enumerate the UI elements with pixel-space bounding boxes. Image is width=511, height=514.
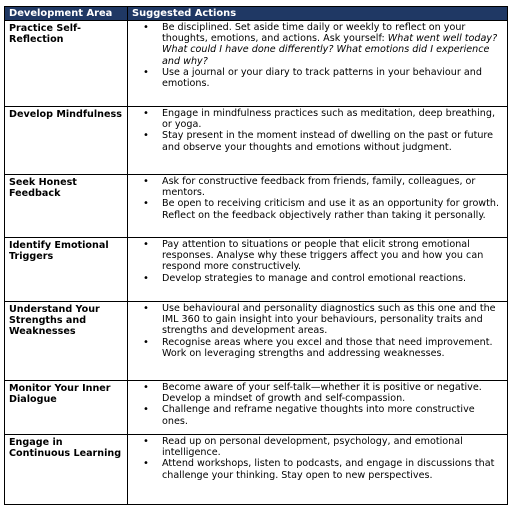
list-item: • Recognise areas where you excel and those that need improvement. Work on leveraging strengths and addressing weaknesses. [132, 337, 503, 359]
list-item: • Pay attention to situations or people that elicit strong emotional responses. Analyse why these triggers affect you and how you can respond more constructively. [132, 239, 503, 273]
actions-list [132, 22, 503, 89]
development-table-page [4, 6, 507, 505]
actions-list [132, 176, 503, 221]
table-header-row [5, 7, 508, 21]
actions-cell [128, 107, 508, 175]
header-development-area: Development Area [5, 7, 128, 21]
list-item: • Challenge and reframe negative thoughts into more constructive ones. [132, 404, 503, 426]
area-cell: Understand Your Strengths and Weaknesses [5, 302, 128, 381]
header-suggested-actions: Suggested Actions [128, 7, 508, 21]
list-item: • Develop strategies to manage and control emotional reactions. [132, 273, 503, 284]
actions-list [132, 239, 503, 284]
list-item: • Attend workshops, listen to podcasts, and engage in discussions that challenge your thinking. Stay open to new perspectives. [132, 458, 503, 480]
table-row [5, 238, 508, 302]
actions-cell [128, 175, 508, 238]
area-cell: Practice Self-Reflection [5, 21, 128, 107]
actions-cell [128, 381, 508, 435]
area-cell: Seek Honest Feedback [5, 175, 128, 238]
area-cell: Monitor Your Inner Dialogue [5, 381, 128, 435]
table-row [5, 302, 508, 381]
area-cell: Engage in Continuous Learning [5, 435, 128, 505]
actions-list [132, 303, 503, 359]
actions-list [132, 108, 503, 153]
action-text: Be disciplined. Set aside time daily or weekly to reflect on your thoughts, emotions, and actions. Ask yourself: What went well today? What could I have done differently? What emotions did I experience and why? [162, 22, 498, 67]
actions-list [132, 382, 503, 427]
list-item: • Use a journal or your diary to track patterns in your behaviour and emotions. [132, 67, 503, 89]
list-item: • Engage in mindfulness practices such as meditation, deep breathing, or yoga. [132, 108, 503, 130]
actions-cell [128, 21, 508, 107]
table-row [5, 435, 508, 505]
table-row [5, 175, 508, 238]
table-row [5, 381, 508, 435]
list-item: • Become aware of your self-talk—whether it is positive or negative. Develop a mindset of growth and self-compassion. [132, 382, 503, 404]
list-item: • Use behavioural and personality diagnostics such as this one and the IML 360 to gain insight into your behaviours, personality traits and strengths and development areas. [132, 303, 503, 337]
development-actions-table [4, 6, 508, 505]
list-item: • Stay present in the moment instead of dwelling on the past or future and observe your thoughts and emotions without judgment. [132, 130, 503, 152]
table-row [5, 107, 508, 175]
list-item [132, 22, 503, 67]
list-item: • Ask for constructive feedback from friends, family, colleagues, or mentors. [132, 176, 503, 198]
table-row [5, 21, 508, 107]
list-item: • Be open to receiving criticism and use it as an opportunity for growth. Reflect on the feedback objectively rather than taking it personally. [132, 198, 503, 220]
actions-list [132, 436, 503, 481]
area-cell: Develop Mindfulness [5, 107, 128, 175]
actions-cell [128, 238, 508, 302]
list-item: • Read up on personal development, psychology, and emotional intelligence. [132, 436, 503, 458]
actions-cell [128, 302, 508, 381]
area-cell: Identify Emotional Triggers [5, 238, 128, 302]
actions-cell [128, 435, 508, 505]
